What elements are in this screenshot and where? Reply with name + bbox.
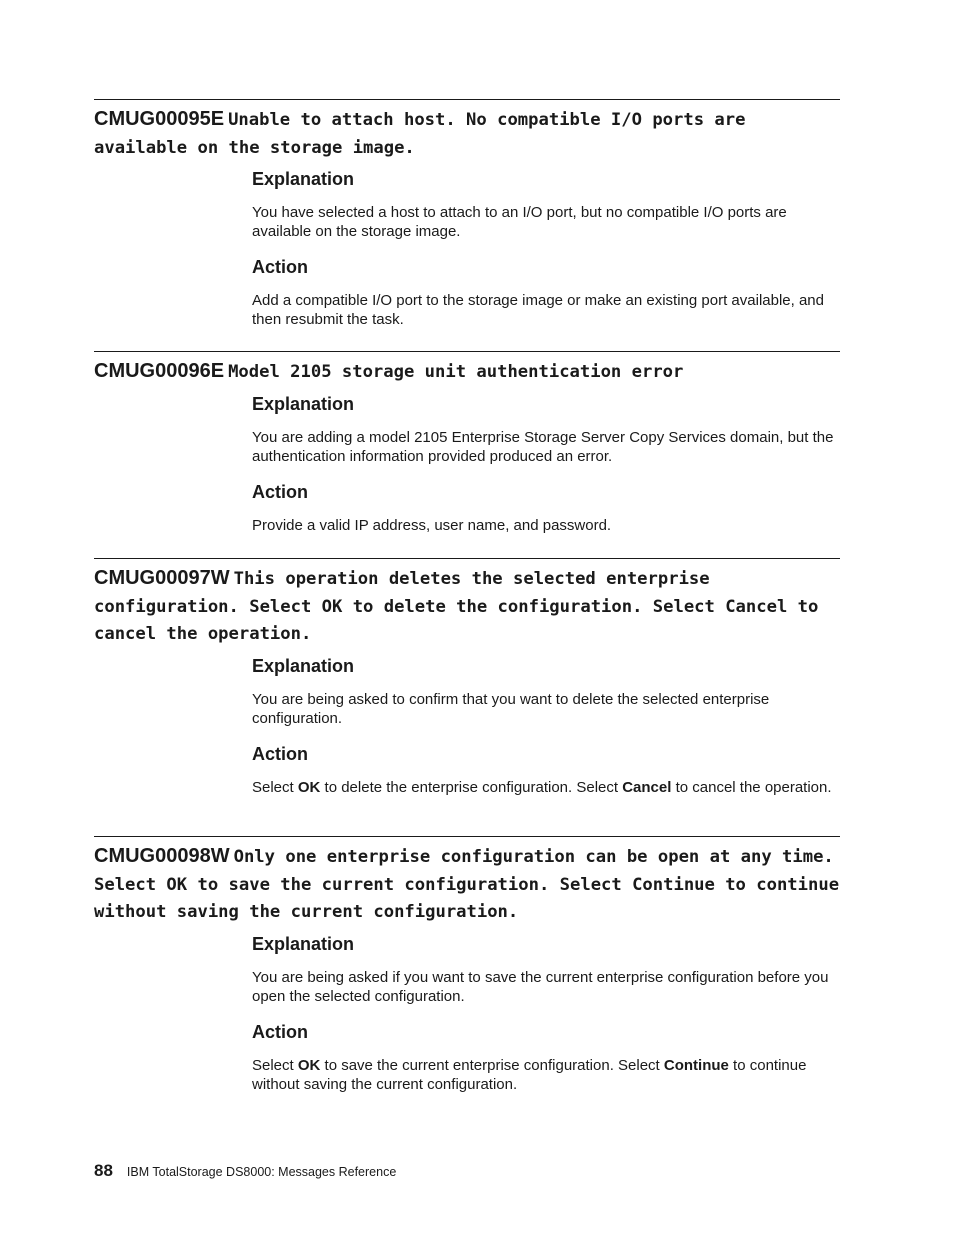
message-title: Only one enterprise configuration can be open at any time. Select OK to save the current configuration. Select Continue to continue without saving the current configuration. <box>94 847 840 922</box>
ok-term: OK <box>297 778 321 796</box>
message-cmug00095e <box>94 99 840 329</box>
message-title: This operation deletes the selected enterprise configuration. Select OK to delete the configuration. Select Cancel to cancel the operation. <box>94 569 819 644</box>
page-number: 88 <box>94 1161 113 1180</box>
message-code: CMUG00097W <box>94 567 230 589</box>
message-heading <box>94 352 840 387</box>
action-text <box>252 1056 840 1094</box>
cancel-term: Cancel <box>622 778 672 796</box>
action-heading: Action <box>252 1021 308 1042</box>
explanation-heading: Explanation <box>252 393 355 414</box>
action-heading: Action <box>252 743 308 764</box>
action-text-part: to delete the enterprise configuration. Select <box>320 778 623 796</box>
explanation-text: You have selected a host to attach to an I/O port, but no compatible I/O ports are available on the storage image. <box>252 204 787 240</box>
message-heading <box>94 837 840 927</box>
explanation-text: You are being asked if you want to save the current enterprise configuration before you open the selected configuration. <box>252 968 829 1005</box>
message-title: Model 2105 storage unit authentication error <box>228 362 684 382</box>
page-footer <box>94 1161 396 1181</box>
action-text: Add a compatible I/O port to the storage image or make an existing port available, and then resubmit the task. <box>252 292 824 328</box>
message-code: CMUG00096E <box>94 360 225 382</box>
explanation-text: You are adding a model 2105 Enterprise Storage Server Copy Services domain, but the authentication information provided produced an error. <box>252 428 834 465</box>
ok-term: OK <box>297 1056 321 1074</box>
message-cmug00097w <box>94 558 840 797</box>
explanation-heading: Explanation <box>252 933 355 954</box>
explanation-heading: Explanation <box>252 169 355 189</box>
action-text-part: Select <box>252 1056 298 1074</box>
message-code: CMUG00095E <box>94 108 225 130</box>
action-text: Provide a valid IP address, user name, and password. <box>252 516 612 534</box>
continue-term: Continue <box>663 1056 729 1074</box>
message-heading <box>94 559 840 649</box>
explanation-heading: Explanation <box>252 655 355 676</box>
action-text-part: to cancel the operation. <box>671 778 832 796</box>
action-text-part: to save the current enterprise configuration. Select <box>320 1056 664 1074</box>
footer-title: IBM TotalStorage DS8000: Messages Reference <box>126 1165 397 1179</box>
action-text-part: to continue without saving the current configuration. <box>252 1056 807 1093</box>
message-code: CMUG00098W <box>94 845 230 867</box>
explanation-text: You are being asked to confirm that you want to delete the selected enterprise configuration. <box>252 690 770 727</box>
message-title: Unable to attach host. No compatible I/O ports are available on the storage image. <box>94 110 746 158</box>
action-text <box>252 778 840 797</box>
message-heading <box>94 100 840 162</box>
action-text-part: Select <box>252 778 298 796</box>
action-heading: Action <box>252 257 308 277</box>
message-cmug00098w <box>94 836 840 1094</box>
message-cmug00096e <box>94 351 840 535</box>
action-heading: Action <box>252 481 308 502</box>
